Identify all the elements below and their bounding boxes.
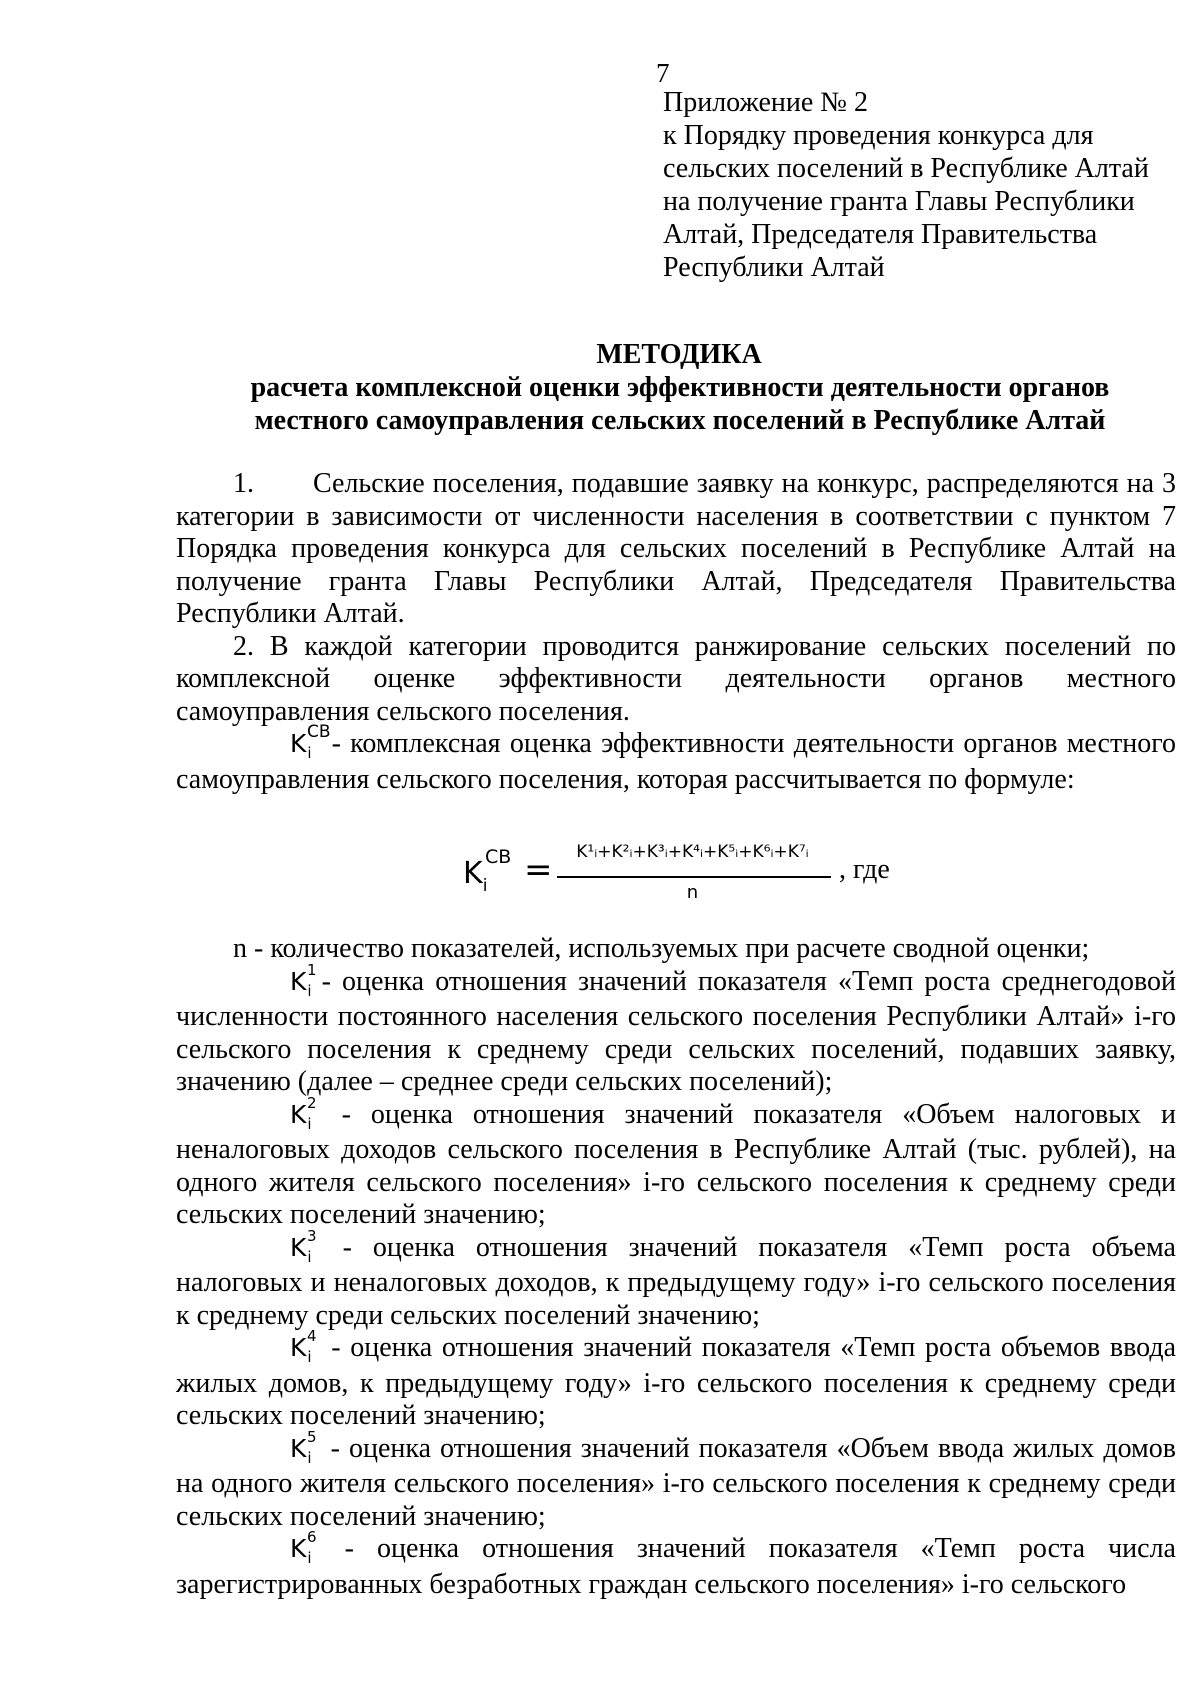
- formula-where: , где: [839, 854, 890, 885]
- appendix-line: Республики Алтай: [663, 252, 885, 283]
- appendix-header: [663, 86, 1183, 284]
- k3-symbol: $K_i$ 3: [290, 1226, 317, 1266]
- kcb-symbol: $K_i$ СВ: [290, 722, 331, 762]
- def-k5: $K_i$ 5 - оценка отношения значений показателя «Объем ввода жилых домов на одного жителя сельского поселения» i-го сельского поселения к среднему среди сельских поселений значению;: [176, 1427, 1176, 1532]
- kcb-definition: $K_i$ СВ - комплексная оценка эффективности деятельности органов местного самоуправления сельского поселения, которая рассчитывается по формуле:: [176, 722, 1176, 795]
- kcb-formula: [463, 842, 923, 922]
- def-k1: $K_i$ 1 - оценка отношения значений показателя «Темп роста среднегодовой численности постоянного населения сельского поселения Республики Алтай» i-го сельского поселения к среднему среди сельских поселений, подавших заявку, значению (далее – среднее среди сельских поселений);: [176, 960, 1176, 1097]
- def-k3: $K_i$ 3 - оценка отношения значений показателя «Темп роста объема налоговых и неналоговых доходов, к предыдущему году» i-го сельского поселения к среднему среди сельских поселений значению;: [176, 1226, 1176, 1331]
- item-1-text: Сельские поселения, подавшие заявку на конкурс, распределяются на 3 категории в зависимости от численности населения в соответствии с пунктом 7 Порядка проведения конкурса для сельских поселений в Республике Алтай на получение гранта Главы Республики Алтай, Председателя Правительства Республики Алтай.: [176, 468, 1176, 629]
- def-n: n - количество показателей, используемых при расчете сводной оценки;: [233, 933, 1090, 964]
- item-1: [176, 468, 1176, 631]
- page-number: 7: [656, 58, 670, 88]
- subtitle-line: местного самоуправления сельских поселений в Республике Алтай: [254, 405, 1106, 436]
- document-title: МЕТОДИКА: [596, 339, 762, 370]
- appendix-line: сельских поселений в Республике Алтай: [663, 153, 1149, 184]
- formula-denominator: n: [686, 882, 699, 903]
- appendix-line: Алтай, Председателя Правительства: [663, 219, 1098, 250]
- item-1-number: 1.: [233, 468, 254, 499]
- appendix-line: к Порядку проведения конкурса для: [663, 120, 1094, 151]
- formula-lhs: $K_i$ СВ: [463, 846, 512, 896]
- document-subtitle: [180, 371, 1180, 437]
- subtitle-line: расчета комплексной оценки эффективности деятельности органов: [250, 372, 1110, 403]
- def-k4: $K_i$ 4 - оценка отношения значений показателя «Темп роста объемов ввода жилых домов, к предыдущему году» i-го сельского поселения к среднему среди сельских поселений значению;: [176, 1327, 1176, 1431]
- item-2: 2. В каждой категории проводится ранжирование сельских поселений по комплексной оценке эффективности деятельности органов местного самоуправления сельского поселения.: [176, 630, 1176, 727]
- formula-equals: =: [524, 850, 553, 890]
- k2-symbol: $K_i$ 2: [290, 1093, 317, 1133]
- def-k6: $K_i$ 6 - оценка отношения значений показателя «Темп роста числа зарегистрированных безработных граждан сельского поселения» i-го сельского: [176, 1528, 1176, 1600]
- appendix-line: Приложение № 2: [663, 87, 868, 118]
- k5-symbol: $K_i$ 5: [290, 1427, 317, 1467]
- k4-symbol: $K_i$ 4: [290, 1327, 317, 1366]
- k6-symbol: $K_i$ 6: [290, 1528, 317, 1567]
- appendix-line: на получение гранта Главы Республики: [663, 186, 1135, 217]
- k1-symbol: $K_i$ 1: [290, 960, 317, 1000]
- definitions-section: [176, 933, 1176, 1601]
- intro-section: [176, 468, 1176, 796]
- def-k2: $K_i$ 2 - оценка отношения значений показателя «Объем налоговых и неналоговых доходов сельского поселения в Республике Алтай (тыс. рублей), на одного жителя сельского поселения» i-го сельского поселения к среднему среди сельских поселений значению;: [176, 1093, 1176, 1230]
- fraction-bar: [557, 876, 831, 878]
- formula-numerator: K¹ᵢ+K²ᵢ+K³ᵢ+K⁴ᵢ+K⁵ᵢ+K⁶ᵢ+K⁷ᵢ: [576, 842, 809, 862]
